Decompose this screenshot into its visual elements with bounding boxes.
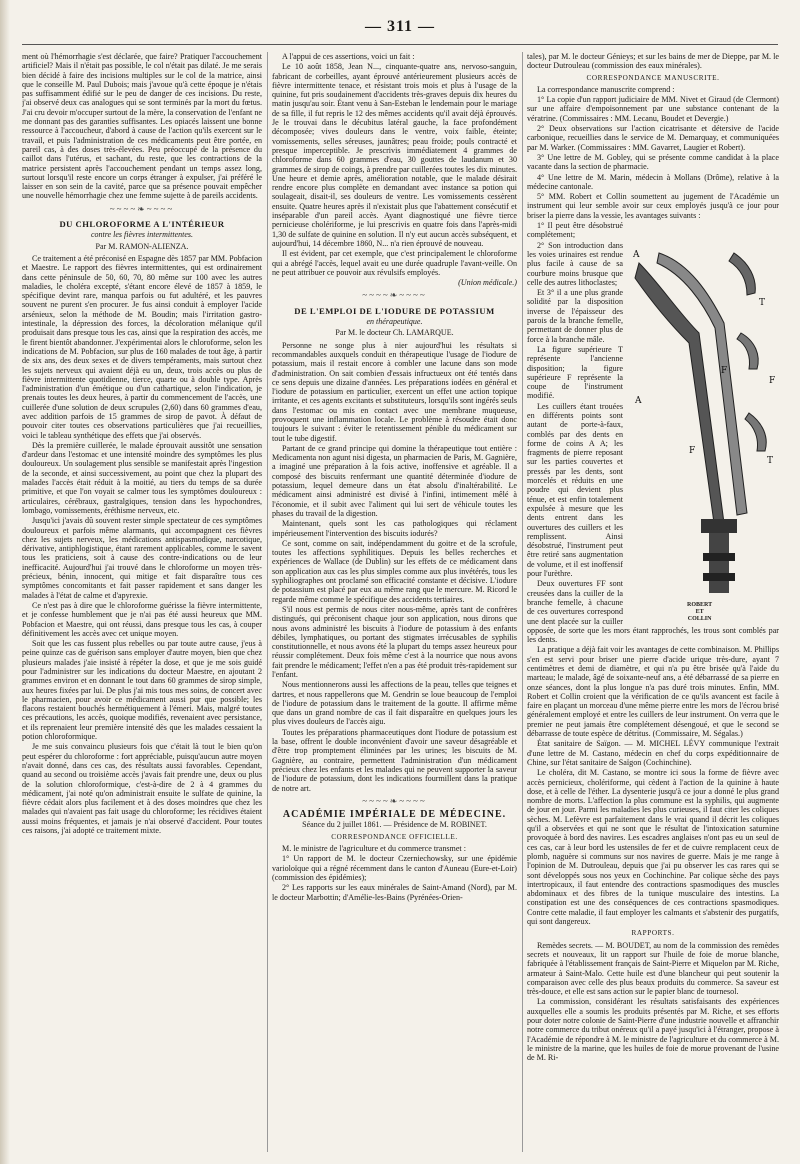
- paragraph: S'il nous est permis de nous citer nous-même, après tant de confrères distingués, qui préconisent chaque jour son application, nous dirons que nous avons administré les biscuits à l'iodure de potassium à des enfants débiles, lymphatiques, ou portant des stigmates irrécusables de syphilis constitutionnelle, et nous avons été la plupart du temps assez heureux pour réussir complétement. Deux fois même c'est à la nourrice que nous avons fait prendre le médicament; l'effet n'en a pas été produit très-rapidement sur l'enfant.: [272, 604, 517, 679]
- paragraph: 1° La copie d'un rapport judiciaire de MM. Nivet et Giraud (de Clermont) sur une affaire d'empoisonnement par une substance contenant de la vératrine. (Commissaires : MM. Lecanu, Boudet et Devergie.): [527, 95, 779, 123]
- column-divider: [522, 52, 523, 1152]
- figure-caption-line: ROBERT: [687, 602, 713, 609]
- figure-label: F: [689, 446, 696, 457]
- column-1: [22, 52, 262, 1156]
- paragraph: 4° Une lettre de M. Marin, médecin à Mollans (Drôme), relative à la médecine cantonale.: [527, 172, 779, 191]
- column-divider: [267, 52, 268, 1152]
- paragraph: 2° Son introduction dans les voies urinaires est rendue plus facile à cause de sa courbure moins brusque que celle des autres lithoclastes;: [527, 240, 623, 287]
- paragraph: Le choléra, dit M. Castano, se montre ici sous la forme de fièvre avec accès pernicieux, cholériforme, qui cèdent à l'action de la quinine à haute dose, et à celle de l'éther. La dysenterie jusqu'à ce jour a donné le plus grand nombre de morts. L'affection la plus commune est la syphilis, qui augmente de jour en jour. Parmi les maladies les plus curieuses, il faut citer les coliques sèches. M. Lefèvre est parfaitement dans le vrai quand il décrit les coliques qu'il a observées et qui ne sont que le résultat de l'intoxication saturnine provoquée à bord des navires. Les escadres anglaises n'ont pas eu un seul de ces cas, car à leur bord les ustensiles de fer et de cuivre remplacent ceux de plomb, naguère si communs sur nos navires de guerre. Mais je me range à l'opinion de M. Dutrouleau, depuis que j'ai pu observer les cas rares qui se sont développés sous nos yeux en Cochinchine. Par colique sèche des pays intertropicaux, il faut entendre des contractions spasmodiques des muscles abdominaux et des fibres de la tunique musculaire des intestins. La constipation est une des conséquences de ces contractions spasmodiques. Contre cette maladie, il faut employer les calmants et s'abstenir des purgatifs, qui sont dangereux.: [527, 768, 779, 927]
- ornament-divider: ~~~~❧~~~~: [362, 290, 427, 301]
- paragraph: Je me suis convaincu plusieurs fois que c'était là tout le bien qu'on peut espérer du chloroforme : fort appréciable, puisqu'aucun autre moyen n'avait donné, dans ces cas, des résultats aussi favorables. Cependant, quand au second ou troisième accès j'avais fait prendre une, deux ou plus de la solution chloroformique, c'est-à-dire de 2 à 4 grammes du médicament, j'ai noté qu'on administrait ensuite le sulfate de quinine, la fièvre cédait alors plus facilement et à des doses moindres que chez les malades qui n'avaient pas fait usage du chloroforme; les récidives étaient aussi moins fréquentes, et jamais je n'ai observé d'accident. Pour toutes ces raisons, j'ai adopté ce traitement mixte.: [22, 742, 262, 836]
- paragraph: Ce n'est pas à dire que le chloroforme guérisse la fièvre intermittente, et je confesse humblement que je n'ai pas été aussi heureux que MM. Pobfacion et Maestre, qui ont réussi, dans presque tous les cas, à couper définitivement les accès avec cet unique moyen.: [22, 600, 262, 638]
- figure-label: F: [769, 376, 776, 387]
- paragraph: 1° Un rapport de M. le docteur Czerniechowsky, sur une épidémie varioloïque qui a régné récemment dans le canton d'Auneau (Eure-et-Loir) (commission des épidémies);: [272, 854, 517, 882]
- paragraph: ment où l'hémorrhagie s'est déclarée, que faire? Pratiquer l'accouchement artificiel? Mais il n'était pas possible, le col n'était pas dilaté. Je me serais bien décidé à faire des incisions multiples sur le col de la matrice, ainsi que le conseille M. Paul Dubois; mais j'avoue qu'à cette époque je n'étais pas suffisamment édifié sur le peu de danger de ces incisions. Du reste, j'ai observé deux cas analogues qui se sont terminés par la mort du fœtus. J'ai cru devoir m'occuper surtout de la mère, la conservation de l'enfant ne me donnant pas des garanties suffisantes. Les opiacés laissent une bonne ressource à l'accoucheur, d'abord à cause de l'action qu'ils exercent sur le travail, et puis l'administration de ces médicaments peut être portée, en pareil cas, à des doses très-élevées. Peu préoccupé de la présence du caillot dans l'utérus, et sachant, du reste, que les contractions de la matrice persistent après l'accouchement pendant un temps assez long, surtout lorsqu'il reste encore un corps étranger à expulser, j'ai préféré le laisser en son sein de la cavité, parce que sa présence pouvait empêcher une nouvelle hémorrhagie chez une femme sujette à de pareils accidents.: [22, 52, 262, 201]
- ornament-divider: ~~~~❧~~~~: [109, 203, 175, 214]
- paragraph: A l'appui de ces assertions, voici un fait :: [282, 52, 415, 61]
- paragraph: 2° Deux observations sur l'action cicatrisante et détersive de l'acide carbonique, recueillies dans le service de M. Demarquay, et communiquées par M. Warker. (Commissaires : MM. Gavarret, Laugier et Robert).: [527, 124, 779, 152]
- paragraph: Et 3° il a une plus grande solidité par la disposition inverse de l'épaisseur des parois de la branche femelle, permettant de donner plus de force à la branche mâle.: [527, 288, 623, 344]
- paragraph: Ce sont, comme on sait, indépendamment du goitre et de la scrofule, toutes les affections syphilitiques. Depuis les belles recherches et expériences de Wallace (de Dublin) sur les effets de ce médicament dans son application aux cas les plus simples comme aux plus invétérés, tous les syphiliographes ont proclamé son efficacité constante et décisive. L'iodure de potassium est placé par eux au même rang que le mercure. M. Ricord le regarde même comme le spécifique des accidents tertiaires.: [272, 538, 517, 604]
- article-subtitle: contre les fièvres intermittentes.: [90, 230, 194, 240]
- academy-title: ACADÉMIE IMPÉRIALE DE MÉDECINE.: [282, 809, 507, 821]
- paragraph: La correspondance manuscrite comprend :: [537, 84, 675, 94]
- article-title: DU CHLOROFORME A L'INTÉRIEUR: [59, 219, 225, 230]
- figure-label: F: [721, 366, 728, 377]
- figure-label: T: [767, 456, 774, 467]
- figure-caption: [687, 602, 712, 623]
- rapports-heading: RAPPORTS.: [631, 929, 675, 938]
- figure-label: A: [635, 396, 642, 407]
- correspondence-heading: CORRESPONDANCE MANUSCRITE.: [586, 73, 720, 82]
- paragraph: Nous mentionnerons aussi les affections de la peau, telles que teignes et dartres, et nous rappellerons que M. Gendrin se loue beaucoup de l'emploi de l'iodure de potassium dans le traitement de la goutte. Il affirme même que dans un grand nombre de cas il fait disparaître en quelques jours les plus vives douleurs de l'accès aigu.: [272, 680, 517, 727]
- column-2: [272, 52, 517, 1156]
- binding-shadow: [0, 0, 10, 1164]
- paragraph: Remèdes secrets. — M. BOUDET, au nom de la commission des remèdes secrets et nouveaux, lit un rapport sur l'huile de foie de morue blanche, fabriquée à l'établissement français de Saint-Pierre et Miquelon par M. Riche, armateur à Saint-Malo. Cette huile est d'une blancheur qui peut soutenir la comparaison avec celle des plus beaux produits du commerce. Sa saveur est très-douce, et elle est sans action sur le papier blanc de tournesol.: [527, 940, 779, 997]
- academy-session: Séance du 2 juillet 1861. — Présidence de M. ROBINET.: [302, 820, 487, 830]
- correspondence-heading: CORRESPONDANCE OFFICIELLE.: [331, 832, 458, 841]
- article-subtitle: en thérapeutique.: [366, 317, 423, 327]
- paragraph: 3° Une lettre de M. Gobley, qui se présente comme candidat à la place vacante dans la section de pharmacie.: [527, 152, 779, 172]
- source-citation: (Union médicale.): [458, 278, 517, 288]
- lithotrite-figure-svg: [629, 223, 779, 623]
- paragraph: La pratique a déjà fait voir les avantages de cette combinaison. M. Phillips s'en est servi pour briser une pierre d'acide urique très-dure, ayant 7 centimètres et demi de diamètre, et qui n'a pu être brisée qu'à l'aide du marteau; le malade, âgé de soixante-neuf ans, a été débarrassé de sa pierre en onze séances, dont la plus longue n'a pas duré trois minutes. Enfin, MM. Robert et Collin croient que la vérification de ce qu'ils avancent est facile à faire en plaçant un morceau d'une même pierre entre les mors de l'écrou brisé généralement employé et entre les cuillers de leur instrument. On verra que le premier ne peut jamais être complétement désengoué, et que le second se débarrasse de toute espèce de détritus. (Commissaire, M. Ségalas.): [527, 645, 779, 739]
- paragraph: Deux ouvertures FF sont creusées dans la cuiller de la branche femelle, à chacune de ces ouvertures correspond une dent placée sur la cuiller opposée, de sorte que les mors étant rapprochés, les trous sont comblés par les dents.: [527, 579, 779, 645]
- paragraph: Il est évident, par cet exemple, que c'est principalement le chloroforme qui a abrégé l'accès, lequel avait eu une durée quadruple l'avant-veille. On ne peut attribuer ce pouvoir aux révulsifs employés.: [272, 249, 517, 277]
- paragraph: Les cuillers étant trouées en différents points sont autant de porte-à-faux, comblés par des dents en forme de coins A A; les fragments de pierre reposant sur les parties couvertes et pressés par les dents, sont morcelés et réduits en une poudre qui devient plus ténue, et est enfin totalement expulsée à mesure que les dents entrent dans les ouvertures des cuillers et les remplissent. Ainsi désobstrué, l'instrument peut être retiré sans augmentation de volume, et il est inoffensif pour l'urèthre.: [527, 401, 623, 579]
- paragraph: Soit que les cas fussent plus rebelles ou par toute autre cause, j'eus à peine quinze cas de guérison sans employer d'autre moyen, bien que chez plusieurs malades j'aie insisté à répéter la dose, et que je me sois guidé pour l'administrer sur les indications du docteur Maestre, en ajoutant 2 grammes environ et en donnant le tout dans 60 grammes de sirop simple, aux heures fixées par lui. De plus j'ai mis tous mes soins, de concert avec le pharmacien, pour avoir ce médicament aussi pur que possible; les flacons restaient bouchés hermétiquement à l'émeri. Mais, malgré toutes ces précautions, les accès, quoique modifiés, revenaient avec persistance, et ils reprenaient leur première intensité dès que les malades cessaient la potion chloroformique.: [22, 639, 262, 742]
- paragraph: Ce traitement a été préconisé en Espagne dès 1857 par MM. Pobfacion et Maestre. Le rapport des fièvres intermittentes, qui est ordinairement dans cette péninsule de 50, 60, 70, 80 même sur 100 avec les autres maladies, le choléra excepté, s'étant encore élevé de 1857 à 1859, le spécifique devint rare, manqua parfois ou fut adultéré, et les pauvres souvent ne purent s'en procurer. Je fus ainsi conduit à employer l'acide arsénieux, selon la méthode de M. Boudin; mais l'irritation gastro-intestinale, la dépression des forces, la décoloration mélanique qu'il produisait dans presque tous les cas, ainsi que la respiration des accès, me le firent bientôt abandonner. J'expérimentai alors le chloroforme, selon les indications de M. Pobfacion, sur plus de 160 malades de tout âge, à partir de six ans, des deux sexes et de divers tempéraments, mais surtout chez les sujets nerveux qui avaient déjà eu un, deux, trois accès ou plus de fièvre intermittente quotidienne, tierce, quarte ou à double type. Après l'administration d'un émétique ou d'un cathartique, selon l'indication, je prenais toutes les deux heures, à partir du commencement de l'accès, une cuillerée d'une solution de deux scrupules (2,60) dans 60 grammes d'eau, avec addition parfois de 15 grammes de sirop de pavot. À défaut de pouvoir citer toutes ces observations particulières que j'ai recueillies, voici le tableau synthétique des effets que j'ai observés.: [22, 253, 262, 440]
- paragraph: Partant de ce grand principe qui domine la thérapeutique tout entière : Medicamenta non agunt nisi digesta, un pharmacien de Paris, M. Gagnière, a imaginé une préparation à la fois active, inoffensive et agréable. Il a composé des biscuits renfermant une quantité déterminée d'iodure de potassium, lequel demeure dans un état absolu d'inaltérabilité. Le médicament ainsi administré est divisé à l'infini, intimement mêlé à l'économie, et il subit avec l'aliment qui lui sert de véhicule toutes les phases du travail de la digestion.: [272, 443, 517, 518]
- paragraph: Jusqu'ici j'avais dû souvent rester simple spectateur de ces symptômes douloureux et parfois même alarmants, qui accompagnent ces fièvres chez les sujets nerveux, les médications antispasmodique, narcotique, dérivative, antiphlogistique, étant rarement applicables, comme le savent tous les praticiens, soit à cause des contre-indications ou de leur inefficacité. Aujourd'hui j'ai trouvé dans le chloroforme un moyen très-précieux, bénin, innocent, qui mitige et fait disparaître tous ces symptômes concomitants et fait passer rapidement et sans danger les malades à l'état de calme et d'apyrexie.: [22, 516, 262, 600]
- ornament-divider: ~~~~❧~~~~: [362, 795, 427, 806]
- paragraph: Toutes les préparations pharmaceutiques dont l'iodure de potassium est la base, offrent le double inconvénient d'avoir une saveur désagréable et d'être trop promptement éliminées par les urines; les biscuits de M. Gagnière, au contraire, permettent l'administration d'un médicament précieux chez les enfants et les malades qui ne peuvent supporter la saveur de l'iodure de potassium, dont les indications fourmillent dans la pratique de notre art.: [272, 727, 517, 793]
- paragraph: 5° MM. Robert et Collin soumettent au jugement de l'Académie un instrument qui leur semble avoir sur ceux employés jusqu'à ce jour pour briser la pierre dans la vessie, les avantages suivants :: [527, 192, 779, 220]
- figure-label: T: [759, 298, 766, 309]
- paragraph: tales), par M. le docteur Génieys; et sur les bains de mer de Dieppe, par M. le docteur Dutrouleau (commission des eaux minérales).: [527, 52, 779, 71]
- paragraph: Dès la première cuillerée, le malade éprouvait aussitôt une sensation d'ardeur dans l'estomac et une intensité moindre des symptômes les plus douloureux. Un soulagement plus sensible se manifestait après l'ingestion de la seconde, et ainsi successivement, au point que chez la plupart des malades l'accès était réduit à la moitié, au tiers du temps de sa durée primitive, et que l'on voyait se calmer tous les symptômes douloureux : articulaires, cérébraux, gastralgiques, tension dans les hypochondres, lombago, vomissements, éréthisme nerveux, etc.: [22, 440, 262, 515]
- paragraph: Le 10 août 1858, Jean N..., cinquante-quatre ans, nervoso-sanguin, fabricant de corbeilles, ayant éprouvé antérieurement plusieurs accès de fièvre intermittente tenace, et résistant trois mois et plus à l'usage de la quinine, fut pris soudainement d'accidents très-graves depuis dix heures du matin jusqu'au soir. Étant venu à San-Esteban le lendemain pour le mariage de sa fille, il fut repris le 12 des mêmes accidents qu'il avait déjà éprouvés. Je le trouvai dans le décubitus latéral gauche, la face profondément décomposée; vives douleurs dans le ventre, voix faible, éteinte; vomissements, selles séreuses, jaunâtres; peau froide; pouls contracté et presque imperceptible. Je prescrivis immédiatement 4 grammes de chloroforme dans 60 grammes d'eau, 30 gouttes de laudanum et 30 grammes de sirop de coings, à prendre par cuillerées toutes les dix minutes. Une heure et demie après, amélioration notable, que le malade désirait rendre encore plus complète en demandant avec instance sa potion qui soulageait, disait-il, ses douleurs de ventre. Les vomissements cessèrent ensuite. Quatre heures après il n'existait plus que l'abattement consécutif et inséparable d'un pareil accès. Ayant diagnostiqué une fièvre tierce pernicieuse cholériforme, je lui prescrivis en quatre fois dans l'après-midi 1,30 de sulfate de quinine en solution. Il n'y eut aucun accès subséquent, et aujourd'hui, 14 décembre 1860, N... n'a rien éprouvé de nouveau.: [272, 62, 517, 248]
- paragraph: La commission, considérant les résultats satisfaisants des expériences auxquelles elle a soumis les produits présentés par M. Riche, et ses efforts pour doter notre colonie de Saint-Pierre d'une industrie nouvelle et affranchir notre commerce du tribut onéreux qu'il a payé jusqu'ici à l'étranger, propose à l'Académie de répondre à M. le ministre de l'agriculture et du commerce à M. le ministre de la marine, que les huiles de foie de morue provenant de l'usine de M. Ri-: [527, 997, 779, 1063]
- paragraph: Personne ne songe plus à nier aujourd'hui les résultats si recommandables auxquels conduit en thérapeutique l'usage de l'iodure de potassium, mais il restait encore à combler une lacune dans son mode d'administration. On sait combien d'essais infructueux ont été tentés dans ce sens depuis une dizaine d'années. Les préparations iodées en général et l'iodure de potassium en particulier, exercent un effet une action topique irritante, et ces agents excitants et substituteurs, lorsqu'ils sont ingérés seuls dans l'estomac ou mis en contact avec une membrane muqueuse, provoquent une inflammation locale. Le problème à résoudre était donc toujours le suivant : éviter le retentissement pénible du médicament sur tout le tube digestif.: [272, 340, 517, 443]
- paragraph: Maintenant, quels sont les cas pathologiques qui réclament impérieusement l'intervention des biscuits iodurés?: [272, 519, 517, 538]
- figure-caption-line: ET: [695, 609, 704, 616]
- figure-caption-line: COLLIN: [687, 616, 712, 623]
- paragraph: 1° Il peut être désobstrué complétement;: [527, 221, 623, 240]
- paragraph: M. le ministre de l'agriculture et du commerce transmet :: [282, 844, 466, 854]
- article-title: DE L'EMPLOI DE L'IODURE DE POTASSIUM: [294, 305, 495, 316]
- paragraph: La figure supérieure T représente l'ancienne disposition; la figure supérieure F représente la coupe de l'instrument modifié.: [527, 344, 623, 401]
- column-3: [527, 52, 779, 1156]
- article-author: Par M. le docteur Ch. LAMARQUE.: [335, 328, 454, 338]
- lithotrite-illustration: [629, 223, 779, 623]
- page-number: — 311 —: [364, 18, 436, 35]
- figure-label: A: [633, 250, 640, 261]
- paragraph: 2° Les rapports sur les eaux minérales de Saint-Amand (Nord), par M. le docteur Marbottin; d'Amélie-les-Bains (Pyrénées-Orien-: [272, 883, 517, 902]
- article-author: Par M. RAMON-ALIENZA.: [95, 241, 189, 251]
- header-rule: [22, 44, 778, 45]
- paragraph: État sanitaire de Saïgon. — M. MICHEL LÉVY communique l'extrait d'une lettre de M. Castano, médecin en chef du corps expéditionnaire de Chine, sur l'état sanitaire de Saïgon (Cochinchine).: [527, 739, 779, 767]
